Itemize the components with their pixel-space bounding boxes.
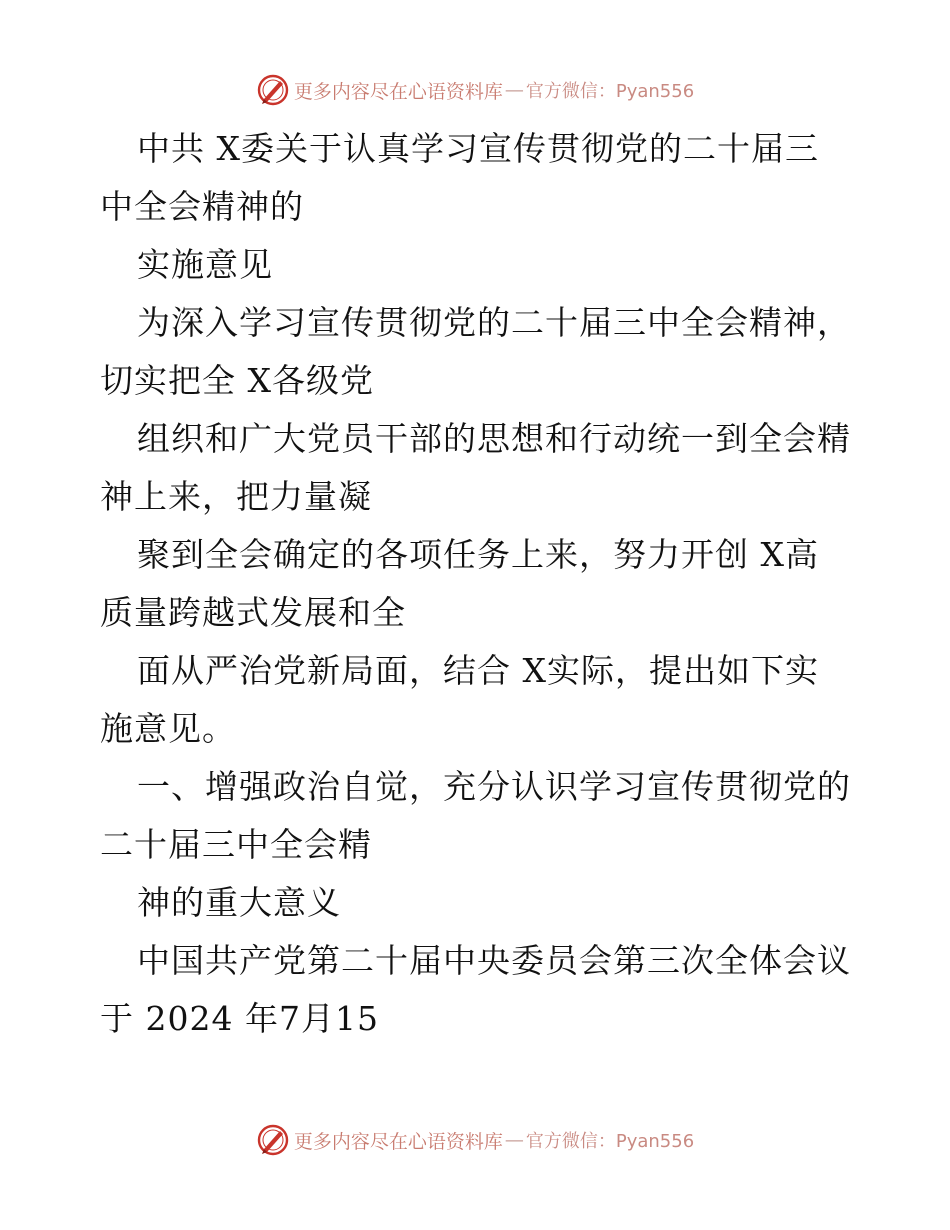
text-line: 实施意见 — [137, 245, 273, 284]
text-line: 神的重大意义 — [137, 883, 341, 922]
footer-watermark-banner — [0, 1120, 950, 1160]
text-line: 二十届三中全会精 — [100, 825, 372, 864]
text-line: 中全会精神的 — [100, 187, 304, 226]
pen-logo-icon — [256, 73, 290, 107]
header-watermark-banner — [0, 70, 950, 110]
text-line: 质量跨越式发展和全 — [100, 593, 406, 632]
watermark-separator: — — [504, 1129, 524, 1151]
text-line: 于 2024 年7月15 — [100, 999, 379, 1038]
text-line: 面从严治党新局面，结合 X实际，提出如下实 — [137, 651, 819, 690]
text-line: 中共 X委关于认真学习宣传贯彻党的二十届三 — [137, 129, 819, 168]
watermark-wechat: 官方微信：Pyan556 — [525, 81, 695, 102]
pen-logo-icon — [256, 1123, 290, 1157]
text-line: 神上来，把力量凝 — [100, 477, 372, 516]
text-line: 切实把全 X各级党 — [100, 361, 374, 400]
watermark-separator: — — [504, 79, 524, 101]
watermark-wechat: 官方微信：Pyan556 — [525, 1131, 695, 1152]
text-line: 中国共产党第二十届中央委员会第三次全体会议 — [137, 941, 851, 980]
text-line: 一、增强政治自觉，充分认识学习宣传贯彻党的 — [137, 767, 851, 806]
watermark-text: 更多内容尽在心语资料库 — [293, 80, 503, 103]
document-body — [100, 120, 860, 1048]
text-line: 施意见。 — [100, 709, 236, 748]
text-line: 为深入学习宣传贯彻党的二十届三中全会精神， — [137, 303, 851, 342]
watermark-text: 更多内容尽在心语资料库 — [293, 1130, 503, 1153]
text-line: 聚到全会确定的各项任务上来，努力开创 X高 — [137, 535, 819, 574]
text-line: 组织和广大党员干部的思想和行动统一到全会精 — [137, 419, 851, 458]
